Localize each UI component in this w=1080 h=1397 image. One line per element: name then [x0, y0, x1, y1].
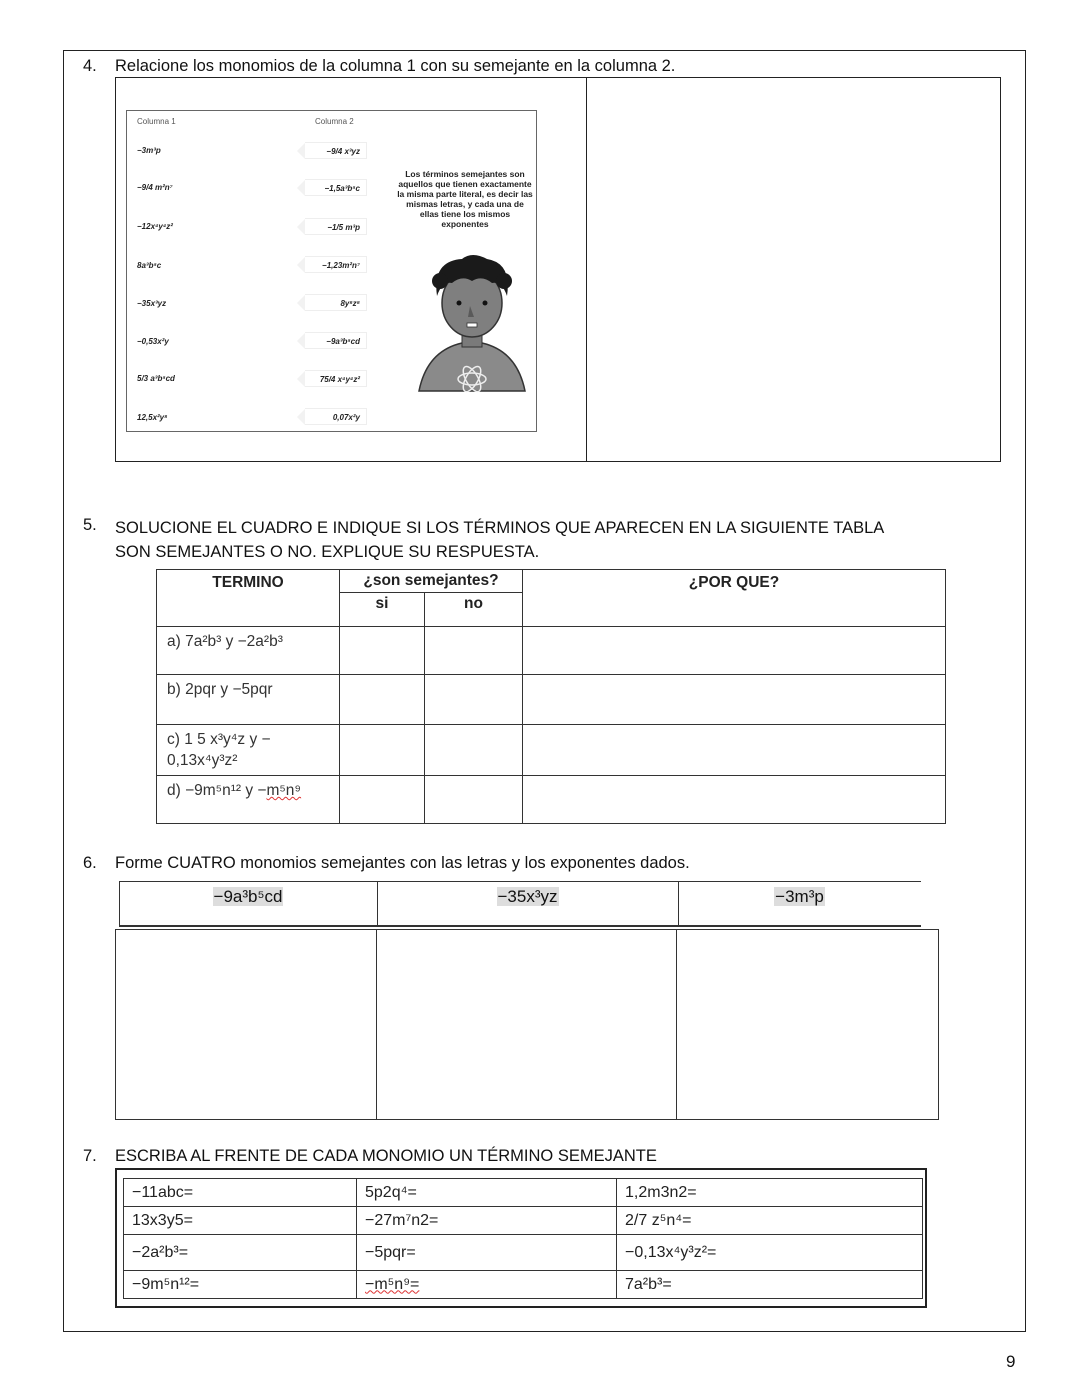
reason-cell[interactable]: [523, 725, 946, 776]
monomial-cell[interactable]: 5p2q⁴=: [357, 1179, 617, 1207]
column-1-header: Columna 1: [137, 117, 176, 126]
si-cell[interactable]: [340, 776, 425, 824]
header-monomial: [119, 882, 377, 926]
answer-box[interactable]: [377, 930, 676, 1119]
column-1-item[interactable]: −35x³yz: [137, 299, 167, 308]
question-number: 5.: [83, 516, 97, 534]
header-no: no: [425, 593, 523, 627]
monomial-cell[interactable]: −11abc=: [124, 1179, 357, 1207]
monomial-cell[interactable]: [357, 1271, 617, 1299]
question-text: Forme CUATRO monomios semejantes con las letras y los exponentes dados.: [115, 854, 690, 872]
matching-activity-image: [126, 110, 537, 432]
column-2-item[interactable]: 75/4 x⁴y⁴z²: [305, 370, 367, 387]
column-2-item[interactable]: 8y⁸z⁸: [305, 294, 367, 311]
question-7-title: [83, 1147, 657, 1166]
column-1-item[interactable]: −3m³p: [137, 146, 161, 155]
column-2-item[interactable]: −9/4 x³yz: [305, 142, 367, 159]
si-cell[interactable]: [340, 725, 425, 776]
term-text: d) −9m⁵n¹² y −: [167, 782, 267, 799]
table-row: [124, 1271, 923, 1299]
monomial-cell[interactable]: −0,13x⁴y³z²=: [617, 1235, 923, 1271]
answer-box[interactable]: [116, 930, 376, 1119]
si-cell[interactable]: [340, 675, 425, 725]
column-1-item[interactable]: −9/4 m²n⁷: [137, 183, 173, 192]
table-row: [124, 1235, 923, 1271]
header-son-semejantes: ¿son semejantes?: [340, 570, 523, 593]
no-cell[interactable]: [425, 675, 523, 725]
term-cell: b) 2pqr y −5pqr: [157, 675, 340, 725]
definition-note: Los términos semejantes son aquellos que tienen exactamente la misma parte literal, es decir las mismas letras, y cada una de ellas tiene los mismos exponentes: [397, 169, 533, 229]
monomial-cell[interactable]: 13x3y5=: [124, 1207, 357, 1235]
term-cell: c) 1 5 x³y⁴z y − 0,13x⁴y³z²: [157, 725, 340, 776]
si-cell[interactable]: [340, 627, 425, 675]
column-1-item[interactable]: 12,5x²y⁸: [137, 413, 168, 422]
reason-cell[interactable]: [523, 627, 946, 675]
column-2-item[interactable]: 0,07x²y: [305, 408, 367, 425]
column-1-item[interactable]: −12x⁴y⁴z²: [137, 222, 173, 231]
monomial-answer-boxes: [115, 929, 939, 1120]
monomial-cell[interactable]: −27m⁷n2=: [357, 1207, 617, 1235]
table-row: [157, 675, 946, 725]
monomial-cell[interactable]: 1,2m3n2=: [617, 1179, 923, 1207]
answer-divider: [586, 77, 587, 462]
column-1-item[interactable]: 8a³b⁵c: [137, 261, 162, 270]
header-text: −9a³b⁵cd: [213, 887, 283, 906]
question-4-title: [83, 57, 675, 76]
term-text-spellcheck: m⁵n⁹: [266, 782, 302, 799]
question-6-title: [83, 854, 690, 873]
similar-term-table: [123, 1178, 923, 1299]
page-number: 9: [1006, 1352, 1016, 1371]
term-cell: a) 7a²b³ y −2a²b³: [157, 627, 340, 675]
column-1-item[interactable]: 5/3 a³b⁵cd: [137, 374, 175, 383]
no-cell[interactable]: [425, 725, 523, 776]
table-row: [157, 725, 946, 776]
column-2-header: Columna 2: [315, 117, 354, 126]
column-1-item[interactable]: −0,53x²y: [137, 337, 169, 346]
no-cell[interactable]: [425, 776, 523, 824]
similar-term-table-frame: [115, 1168, 927, 1308]
table-row: [157, 627, 946, 675]
header-monomial: [377, 882, 678, 926]
question-5-title: [83, 516, 915, 564]
header-termino: TERMINO: [157, 570, 340, 627]
monomial-cell[interactable]: 7a²b³=: [617, 1271, 923, 1299]
monomial-cell[interactable]: −2a²b³=: [124, 1235, 357, 1271]
header-por-que: ¿POR QUE?: [523, 570, 946, 627]
term-cell: [157, 776, 340, 824]
column-2-item[interactable]: −1,5a³b⁵c: [305, 179, 367, 196]
table-row: [124, 1207, 923, 1235]
question-number: 6.: [83, 854, 97, 872]
monomial-cell[interactable]: −9m⁵n¹²=: [124, 1271, 357, 1299]
answer-box[interactable]: [677, 930, 938, 1119]
question-text: Relacione los monomios de la columna 1 con su semejante en la columna 2.: [115, 57, 676, 75]
monomial-cell[interactable]: −5pqr=: [357, 1235, 617, 1271]
table-row: [124, 1179, 923, 1207]
header-si: si: [340, 593, 425, 627]
question-text: SOLUCIONE EL CUADRO E INDIQUE SI LOS TÉRMINOS QUE APARECEN EN LA SIGUIENTE TABLA SON SEMEJANTES O NO. EXPLIQUE SU RESPUESTA.: [115, 519, 884, 561]
monomial-cell[interactable]: 2/7 z⁵n⁴=: [617, 1207, 923, 1235]
no-cell[interactable]: [425, 627, 523, 675]
reason-cell[interactable]: [523, 675, 946, 725]
question-text: ESCRIBA AL FRENTE DE CADA MONOMIO UN TÉRMINO SEMEJANTE: [115, 1147, 657, 1165]
similar-terms-table: [156, 569, 946, 824]
header-monomial: [678, 882, 921, 926]
monomial-header-row: [119, 881, 921, 927]
student-avatar-illustration: [407, 251, 537, 396]
reason-cell[interactable]: [523, 776, 946, 824]
header-text: −35x³yz: [497, 887, 558, 906]
column-2-item[interactable]: −1,23m²n⁷: [305, 256, 367, 273]
monomial-text-spellcheck: −m⁵n⁹=: [365, 1275, 420, 1293]
question-number: 7.: [83, 1147, 97, 1165]
header-text: −3m³p: [775, 887, 824, 906]
question-number: 4.: [83, 57, 97, 75]
table-row: [157, 776, 946, 824]
column-2-item[interactable]: −1/5 m³p: [305, 218, 367, 235]
column-2-item[interactable]: −9a³b⁵cd: [305, 332, 367, 349]
